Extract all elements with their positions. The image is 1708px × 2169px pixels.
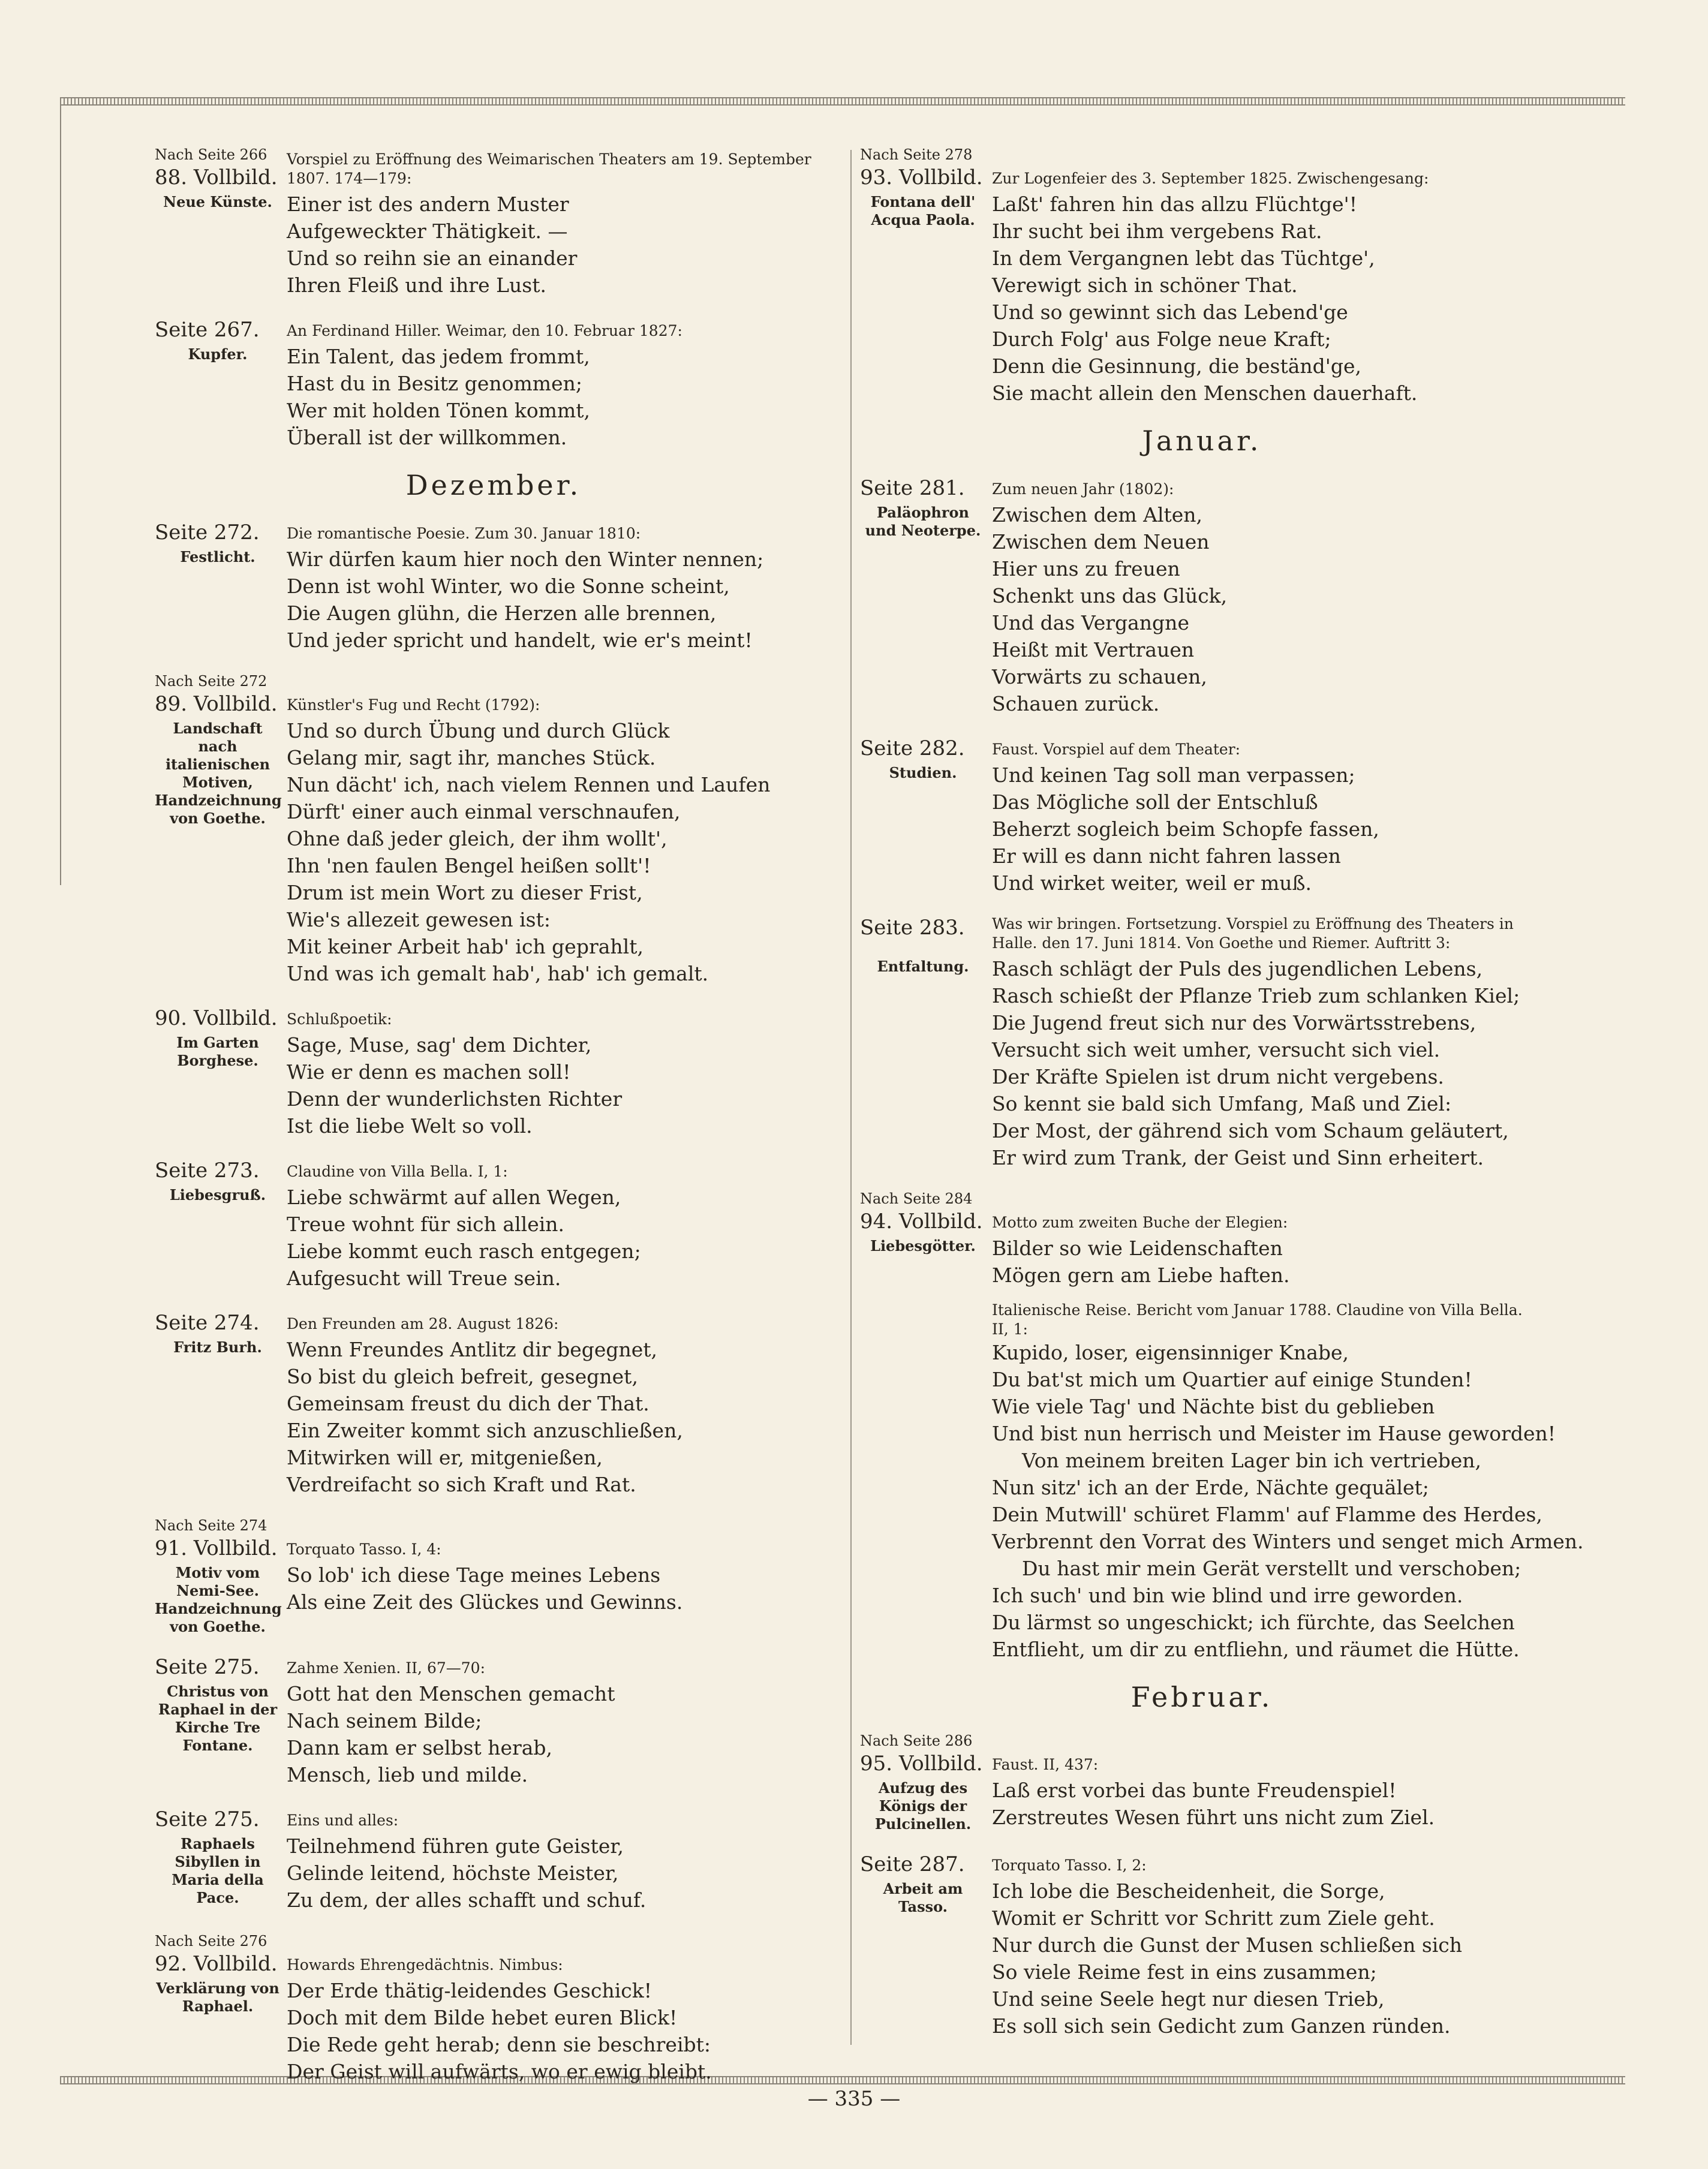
entry-verse [287,717,832,987]
entry-prefix: Nach Seite 286 [860,1732,973,1749]
entry-verse [287,1031,832,1139]
verse-line: Verbrennt den Vorrat des Winters und senget mich Armen. [992,1530,1584,1553]
entry-source: An Ferdinand Hiller. Weimar, den 10. Februar 1827: [287,322,682,339]
verse-line: Laß erst vorbei das bunte Freudenspiel! [992,1779,1397,1802]
section-title-januar: Januar. [1142,425,1262,457]
verse-line: Und wirket weiter, weil er muß. [992,871,1312,895]
verse-line: Der Most, der gährend sich vom Schaum geläutert, [992,1119,1509,1142]
top-ornamental-rule [60,97,1625,106]
entry [860,1851,1544,2039]
entry-caption: Im Garten Borghese. [176,1034,259,1069]
verse-line: Kupido, loser, eigensinniger Knabe, [992,1341,1349,1364]
entry-verse [992,762,1544,897]
verse-line: Rasch schlägt der Puls des jugendlichen Lebens, [992,957,1483,980]
entry [860,1731,1544,1833]
entry-verse [992,1878,1544,2039]
entry [155,1157,832,1292]
verse-line: Der Kräfte Spielen ist drum nicht vergebens. [992,1065,1444,1088]
verse-line: Wer mit holden Tönen kommt, [287,399,591,422]
verse-line: Beherzt sogleich beim Schopfe fassen, [992,817,1379,841]
verse-line: Ein Zweiter kommt sich anzuschließen, [287,1419,683,1442]
entry-source: Was wir bringen. Fortsetzung. Vorspiel zu Eröffnung des Theaters in Halle. den 17. Juni 1814. Von Goethe und Riemer. Auftritt 3: [992,915,1514,952]
verse-line: Teilnehmend führen gute Geister, [287,1834,624,1858]
entry [860,1189,1544,1289]
entry-italienische-reise [860,1301,1584,1663]
entry-heading [155,317,281,343]
verse-line: Er will es dann nicht fahren lassen [992,844,1341,868]
entry [155,519,832,654]
verse-line: Und bist nun herrisch und Meister im Hause geworden! [992,1422,1556,1445]
entry [155,1310,832,1498]
entry-number: Seite 287. [860,1852,965,1876]
entry-verse [287,546,832,654]
verse-line: So kennt sie bald sich Umfang, Maß und Ziel: [992,1092,1452,1115]
verse-line: Überall ist der willkommen. [287,426,567,449]
entry-verse [287,1833,832,1914]
entry-number: Seite 282. [860,736,965,760]
entry-prefix: Nach Seite 278 [860,146,973,163]
entry-source: Faust. II, 437: [992,1756,1099,1773]
entry-verse [287,1977,832,2085]
entry-source: Faust. Vorspiel auf dem Theater: [992,741,1241,758]
verse-line: Ihn 'nen faulen Bengel heißen sollt'! [287,854,651,877]
verse-line: Ich such' und bin wie blind und irre geworden. [992,1584,1463,1607]
verse-line: Denn der wunderlichsten Richter [287,1087,623,1111]
entry [155,317,832,451]
entry-caption: Fritz Burh. [173,1338,262,1356]
verse-line: Doch mit dem Bilde hebet euren Blick! [287,2006,678,2029]
verse-line: Und so gewinnt sich das Lebend'ge [992,300,1348,324]
entry-heading [155,1310,281,1336]
entry [155,1806,832,1914]
verse-line: Du lärmst so ungeschickt; ich fürchte, das Seelchen [992,1611,1515,1634]
entry [155,1516,832,1636]
entry-heading [155,145,281,191]
entry-source: Motto zum zweiten Buche der Elegien: [992,1214,1288,1231]
entry-caption: Neue Künste. [163,193,272,210]
verse-line: Von meinem breiten Lager bin ich vertrieben, [1022,1449,1482,1472]
entry-caption: Liebesgruß. [169,1186,266,1204]
verse-line: Du bat'st mich um Quartier auf einige Stunden! [992,1368,1472,1391]
entry [155,145,832,299]
entry-number: 89. Vollbild. [155,692,278,716]
verse-line: Ich lobe die Bescheidenheit, die Sorge, [992,1879,1385,1903]
entry-heading [860,475,986,501]
verse-line: Ihr sucht bei ihm vergebens Rat. [992,219,1322,243]
verse-line: Er wird zum Trank, der Geist und Sinn erheitert. [992,1146,1484,1169]
entry-caption: Raphaels Sibyllen in Maria della Pace. [172,1835,264,1906]
entry-verse [287,1336,832,1498]
verse-line: Sage, Muse, sag' dem Dichter, [287,1033,592,1057]
verse-line: Denn die Gesinnung, die beständ'ge, [992,354,1361,378]
verse-line: Und das Vergangne [992,611,1189,634]
verse-line: Die Augen glühn, die Herzen alle brennen, [287,601,717,625]
column-divider [850,150,852,2045]
entry-heading [155,1654,281,1680]
verse-line: Ein Talent, das jedem frommt, [287,345,590,368]
verse-line: Das Mögliche soll der Entschluß [992,790,1318,814]
entry-verse [992,1235,1544,1289]
verse-line: Dürft' einer auch einmal verschnaufen, [287,800,681,823]
entry-source: Die romantische Poesie. Zum 30. Januar 1810: [287,525,641,542]
entry-verse [287,1184,832,1292]
verse-line: Mensch, lieb und milde. [287,1763,528,1786]
entry-number: 93. Vollbild. [860,166,983,189]
entry-source: Eins und alles: [287,1812,399,1829]
entry-caption: Paläophron und Neoterpe. [865,504,981,539]
entry-heading [860,914,986,955]
entry-source: Schlußpoetik: [287,1010,392,1028]
entry-number: 94. Vollbild. [860,1210,983,1234]
entry-source: Vorspiel zu Eröffnung des Weimarischen Theaters am 19. September 1807. 174—179: [287,151,811,187]
verse-line: Verdreifacht so sich Kraft und Rat. [287,1473,636,1496]
entry-number: 95. Vollbild. [860,1752,983,1776]
entry-source: Howards Ehrengedächtnis. Nimbus: [287,1956,563,1974]
entry-caption: Entfaltung. [877,958,969,975]
entry-caption: Studien. [889,764,957,781]
verse-line: Dein Mutwill' schüret Flamm' auf Flamme des Herdes, [992,1503,1542,1526]
verse-line: Treue wohnt für sich allein. [287,1213,565,1236]
entry-source: Den Freunden am 28. August 1826: [287,1315,559,1332]
entry-heading [860,1189,986,1235]
verse-line: Und so durch Übung und durch Glück [287,719,670,742]
verse-line: Als eine Zeit des Glückes und Gewinns. [287,1590,683,1614]
verse-line: Zu dem, der alles schafft und schuf. [287,1888,646,1912]
entry-caption: Festlicht. [180,548,255,565]
verse-line: Einer ist des andern Muster [287,192,569,216]
verse-line: Die Rede geht herab; denn sie beschreibt: [287,2033,711,2056]
entry-number: Seite 281. [860,476,965,500]
entry-verse [992,191,1544,407]
verse-line: Zwischen dem Neuen [992,530,1210,553]
verse-line: Denn ist wohl Winter, wo die Sonne scheint, [287,574,730,598]
entry [860,735,1544,897]
verse-line: Hier uns zu freuen [992,557,1180,580]
entry-caption: Kupfer. [188,345,248,363]
entry-heading [155,1516,281,1562]
verse-line: Mit keiner Arbeit hab' ich geprahlt, [287,935,643,958]
verse-line: Schauen zurück. [992,692,1160,715]
entry-number: 90. Vollbild. [155,1006,278,1030]
verse-line: Gott hat den Menschen gemacht [287,1682,615,1705]
left-column [155,145,832,2103]
entry-caption: Landschaft nach italienischen Motiven, Handzeichnung von Goethe. [155,720,282,827]
verse-line: Nun dächt' ich, nach vielem Rennen und Laufen [287,773,771,796]
verse-line: Liebe kommt euch rasch entgegen; [287,1240,641,1263]
verse-line: Gelinde leitend, höchste Meister, [287,1861,619,1885]
verse-line: Schenkt uns das Glück, [992,584,1228,607]
verse-line: Dann kam er selbst herab, [287,1736,553,1759]
verse-line: Entflieht, um dir zu entfliehn, und räumet die Hütte. [992,1638,1520,1661]
verse-line: Nach seinem Bilde; [287,1709,482,1732]
verse-line: Sie macht allein den Menschen dauerhaft. [992,381,1418,405]
verse-line: Mitwirken will er, mitgenießen, [287,1446,603,1469]
entry-heading [860,1851,986,1878]
entry-number: Seite 275. [155,1807,260,1831]
verse-line: Wie's allezeit gewesen ist: [287,908,551,931]
entry-number: 92. Vollbild. [155,1952,278,1976]
entry-source: Zur Logenfeier des 3. September 1825. Zwischengesang: [992,170,1429,187]
entry-source: Claudine von Villa Bella. I, 1: [287,1163,508,1180]
verse-line: Wie er denn es machen soll! [287,1060,571,1084]
entry-verse [992,1777,1544,1833]
entry-source: Italienische Reise. Bericht vom Januar 1788. Claudine von Villa Bella. II, 1: [992,1301,1523,1338]
verse-line: In dem Vergangnen lebt das Tüchtge', [992,246,1375,270]
verse-line: Der Erde thätig-leidendes Geschick! [287,1979,652,2002]
entry-number: Seite 274. [155,1311,260,1335]
entry-caption: Christus von Raphael in der Kirche Tre Fontane. [158,1683,278,1754]
entry-verse [287,1562,832,1636]
verse-line: Wir dürfen kaum hier noch den Winter nennen; [287,547,764,571]
verse-line: Verewigt sich in schöner That. [992,273,1298,297]
entry-number: Seite 283. [860,916,965,940]
verse-line: So viele Reime fest in eins zusammen; [992,1960,1377,1984]
verse-line: Bilder so wie Leidenschaften [992,1237,1283,1260]
entry-source: Zum neuen Jahr (1802): [992,480,1174,498]
verse-line: Versucht sich weit umher, versucht sich viel. [992,1038,1441,1061]
verse-line: Ihren Fleiß und ihre Lust. [287,273,546,297]
section-title-dezember: Dezember. [405,469,582,501]
entry-number: Seite 267. [155,318,260,342]
verse-line: Laßt' fahren hin das allzu Flüchtge'! [992,192,1358,216]
entry-heading [155,1806,281,1833]
verse-line: Es soll sich sein Gedicht zum Ganzen ründen. [992,2014,1451,2038]
verse-line: Aufgesucht will Treue sein. [287,1266,561,1290]
entry-heading [155,1157,281,1184]
verse-line: Aufgeweckter Thätigkeit. — [287,219,568,243]
entry-heading [155,519,281,546]
entry-source: Zahme Xenien. II, 67—70: [287,1659,485,1677]
verse-line: Hast du in Besitz genommen; [287,372,582,395]
entry [155,1654,832,1788]
entry-prefix: Nach Seite 274 [155,1517,267,1534]
entry-verse [860,1339,1584,1663]
entry-verse [287,1680,832,1788]
entry-number: Seite 275. [155,1655,260,1679]
verse-line: Rasch schießt der Pflanze Trieb zum schlanken Kiel; [992,984,1520,1007]
page-number: — 335 — [807,2087,901,2111]
entry [155,672,832,987]
verse-line: So lob' ich diese Tage meines Lebens [287,1563,661,1587]
entry-caption: Fontana dell' Acqua Paola. [870,193,976,228]
verse-line: Und so reihn sie an einander [287,246,578,270]
verse-line: Und jeder spricht und handelt, wie er's meint! [287,628,753,652]
verse-line: So bist du gleich befreit, gesegnet, [287,1365,638,1388]
verse-line: Gemeinsam freust du dich der That. [287,1392,649,1415]
verse-line: Zerstreutes Wesen führt uns nicht zum Ziel. [992,1806,1435,1829]
entry [860,475,1544,717]
entry-source: Torquato Tasso. I, 2: [992,1857,1147,1874]
entry [155,1005,832,1139]
entry-source: Torquato Tasso. I, 4: [287,1541,441,1558]
entry-heading [155,672,281,717]
verse-line: Ohne daß jeder gleich, der ihm wollt', [287,827,667,850]
entry-heading [860,1731,986,1777]
verse-line: Nur durch die Gunst der Musen schließen sich [992,1933,1463,1957]
verse-line: Mögen gern am Liebe haften. [992,1264,1290,1287]
verse-line: Nun sitz' ich an der Erde, Nächte gequälet; [992,1476,1429,1499]
entry-prefix: Nach Seite 272 [155,673,267,690]
verse-line: Du hast mir mein Gerät verstellt und verschoben; [1022,1557,1521,1580]
entry-verse [992,955,1544,1171]
verse-line: Drum ist mein Wort zu dieser Frist, [287,881,643,904]
entry-caption: Motiv vom Nemi-See. Handzeichnung von Goethe. [155,1564,282,1635]
entry-caption: Aufzug des Königs der Pulcinellen. [874,1779,972,1833]
entry-prefix: Nach Seite 284 [860,1190,973,1207]
verse-line: Und keinen Tag soll man verpassen; [992,763,1355,787]
verse-line: Womit er Schritt vor Schritt zum Ziele geht. [992,1906,1435,1930]
entry-caption: Liebesgötter. [870,1237,976,1255]
verse-line: Ist die liebe Welt so voll. [287,1114,533,1138]
entry-number: 91. Vollbild. [155,1536,278,1560]
section-title-februar: Februar. [1130,1681,1273,1713]
entry-number: 88. Vollbild. [155,166,278,189]
entry-heading [860,145,986,191]
entry-heading [155,1932,281,1977]
entry [155,1932,832,2085]
verse-line: Heißt mit Vertrauen [992,638,1195,661]
left-border [60,97,61,885]
right-column [860,145,1584,2057]
verse-line: Gelang mir, sagt ihr, manches Stück. [287,746,656,769]
entry-caption: Arbeit am Tasso. [883,1880,963,1915]
entry-verse [287,191,832,299]
verse-line: Durch Folg' aus Folge neue Kraft; [992,327,1331,351]
entry-prefix: Nach Seite 266 [155,146,267,163]
verse-line: Zwischen dem Alten, [992,503,1203,527]
verse-line: Die Jugend freut sich nur des Vorwärtsstrebens, [992,1011,1477,1034]
verse-line: Und seine Seele hegt nur diesen Trieb, [992,1987,1385,2011]
entry-heading [860,735,986,762]
verse-line: Und was ich gemalt hab', hab' ich gemalt. [287,962,709,985]
entry-caption: Verklärung von Raphael. [156,1980,279,2015]
verse-line: Der Geist will aufwärts, wo er ewig bleibt. [287,2060,712,2083]
verse-line: Wie viele Tag' und Nächte bist du geblieben [992,1395,1435,1418]
verse-line: Liebe schwärmt auf allen Wegen, [287,1186,621,1209]
entry [860,914,1544,1171]
verse-line: Vorwärts zu schauen, [992,665,1207,688]
entry-verse [992,501,1544,717]
entry-number: Seite 272. [155,521,260,544]
entry-verse [287,343,832,451]
entry-number: Seite 273. [155,1159,260,1183]
verse-line: Wenn Freundes Antlitz dir begegnet, [287,1338,658,1361]
entry-source: Künstler's Fug und Recht (1792): [287,696,540,714]
entry [860,145,1544,407]
entry-prefix: Nach Seite 276 [155,1933,267,1950]
entry-heading [155,1005,281,1031]
